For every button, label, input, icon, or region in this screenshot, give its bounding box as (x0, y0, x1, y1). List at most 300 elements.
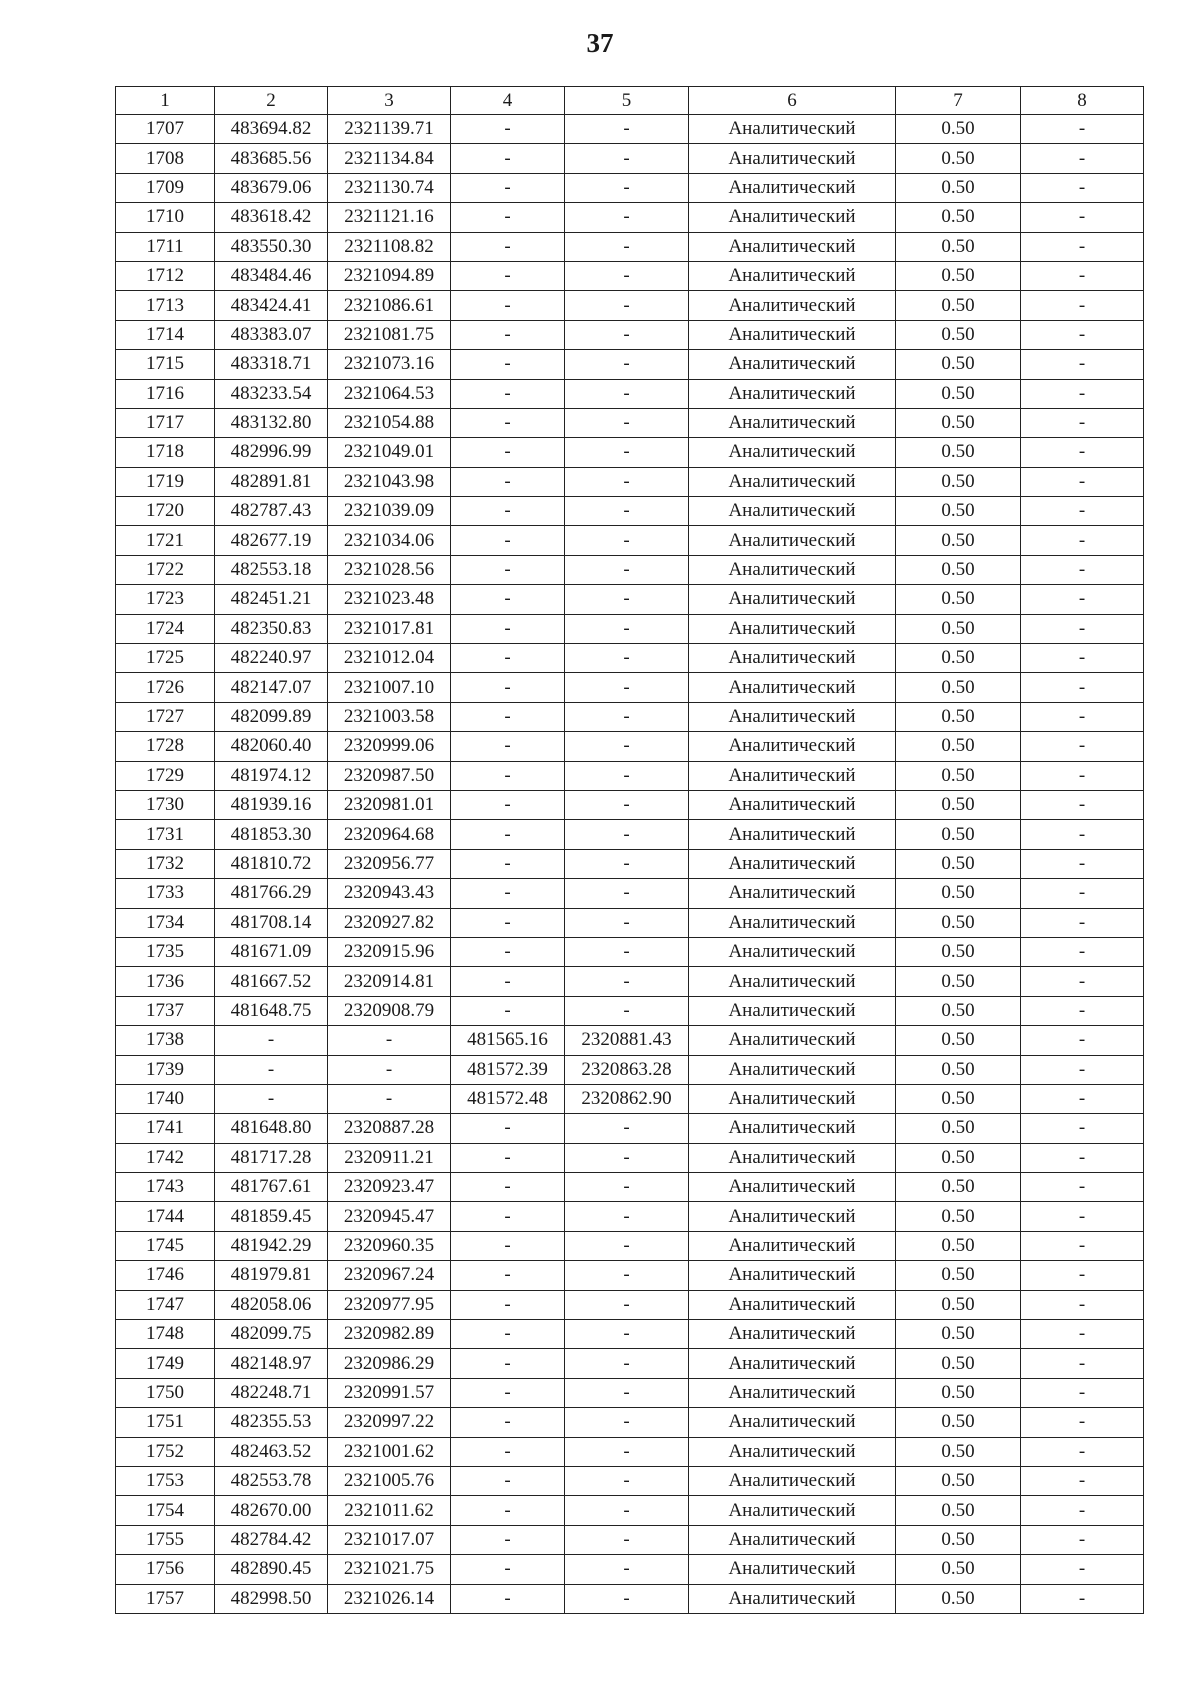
cell-x-coordinate-alt: - (451, 908, 565, 937)
cell-point-number: 1710 (116, 203, 215, 232)
cell-y-coordinate-alt: - (565, 1261, 689, 1290)
cell-accuracy: 0.50 (896, 1349, 1021, 1378)
cell-x-coordinate: 482787.43 (215, 497, 328, 526)
cell-point-number: 1743 (116, 1173, 215, 1202)
cell-x-coordinate: - (215, 1026, 328, 1055)
cell-point-number: 1740 (116, 1084, 215, 1113)
cell-accuracy: 0.50 (896, 1261, 1021, 1290)
cell-point-number: 1737 (116, 996, 215, 1025)
table-row (116, 585, 1144, 614)
cell-x-coordinate: 482891.81 (215, 467, 328, 496)
cell-y-coordinate: 2321134.84 (328, 144, 451, 173)
cell-x-coordinate-alt: - (451, 673, 565, 702)
cell-x-coordinate-alt: - (451, 996, 565, 1025)
cell-y-coordinate: 2320943.43 (328, 879, 451, 908)
table-row (116, 673, 1144, 702)
cell-method: Аналитический (689, 555, 896, 584)
cell-note: - (1021, 555, 1144, 584)
cell-y-coordinate: 2320914.81 (328, 967, 451, 996)
table-row (116, 1408, 1144, 1437)
cell-method: Аналитический (689, 967, 896, 996)
cell-note: - (1021, 350, 1144, 379)
cell-y-coordinate: 2320923.47 (328, 1173, 451, 1202)
cell-point-number: 1744 (116, 1202, 215, 1231)
cell-note: - (1021, 467, 1144, 496)
cell-x-coordinate: 481974.12 (215, 761, 328, 790)
cell-x-coordinate-alt: - (451, 144, 565, 173)
table-row (116, 1261, 1144, 1290)
cell-x-coordinate-alt: - (451, 261, 565, 290)
cell-method: Аналитический (689, 849, 896, 878)
cell-x-coordinate: 482670.00 (215, 1496, 328, 1525)
table-row (116, 614, 1144, 643)
cell-point-number: 1745 (116, 1231, 215, 1260)
cell-x-coordinate: 482463.52 (215, 1437, 328, 1466)
cell-y-coordinate-alt: - (565, 1378, 689, 1407)
cell-note: - (1021, 1055, 1144, 1084)
cell-x-coordinate: 483318.71 (215, 350, 328, 379)
cell-y-coordinate: 2321021.75 (328, 1555, 451, 1584)
cell-method: Аналитический (689, 761, 896, 790)
table-row (116, 820, 1144, 849)
cell-point-number: 1735 (116, 937, 215, 966)
cell-note: - (1021, 144, 1144, 173)
cell-x-coordinate-alt: - (451, 173, 565, 202)
cell-x-coordinate: 482553.78 (215, 1466, 328, 1495)
cell-x-coordinate-alt: - (451, 1555, 565, 1584)
cell-note: - (1021, 1584, 1144, 1613)
cell-x-coordinate: 482996.99 (215, 438, 328, 467)
cell-method: Аналитический (689, 1584, 896, 1613)
cell-x-coordinate-alt: 481572.48 (451, 1084, 565, 1113)
cell-y-coordinate: 2321017.81 (328, 614, 451, 643)
table-row (116, 1378, 1144, 1407)
cell-x-coordinate-alt: - (451, 1349, 565, 1378)
table-row (116, 967, 1144, 996)
table-row (116, 1114, 1144, 1143)
cell-note: - (1021, 232, 1144, 261)
cell-y-coordinate: 2321005.76 (328, 1466, 451, 1495)
cell-accuracy: 0.50 (896, 1084, 1021, 1113)
cell-y-coordinate: 2321011.62 (328, 1496, 451, 1525)
cell-method: Аналитический (689, 379, 896, 408)
cell-x-coordinate: 483694.82 (215, 115, 328, 144)
cell-note: - (1021, 1231, 1144, 1260)
cell-x-coordinate-alt: - (451, 291, 565, 320)
cell-y-coordinate: 2320911.21 (328, 1143, 451, 1172)
cell-point-number: 1732 (116, 849, 215, 878)
cell-x-coordinate: 482355.53 (215, 1408, 328, 1437)
table-body (116, 115, 1144, 1614)
cell-x-coordinate-alt: - (451, 497, 565, 526)
cell-method: Аналитический (689, 673, 896, 702)
cell-method: Аналитический (689, 937, 896, 966)
cell-y-coordinate: 2321054.88 (328, 408, 451, 437)
cell-point-number: 1718 (116, 438, 215, 467)
cell-accuracy: 0.50 (896, 1114, 1021, 1143)
cell-accuracy: 0.50 (896, 379, 1021, 408)
cell-x-coordinate-alt: - (451, 1143, 565, 1172)
cell-accuracy: 0.50 (896, 144, 1021, 173)
cell-y-coordinate-alt: - (565, 702, 689, 731)
cell-y-coordinate: 2321108.82 (328, 232, 451, 261)
cell-y-coordinate: 2321081.75 (328, 320, 451, 349)
cell-note: - (1021, 1202, 1144, 1231)
cell-note: - (1021, 1320, 1144, 1349)
cell-y-coordinate: 2321073.16 (328, 350, 451, 379)
cell-x-coordinate-alt: - (451, 1261, 565, 1290)
cell-x-coordinate: 482240.97 (215, 644, 328, 673)
table-row (116, 1584, 1144, 1613)
cell-accuracy: 0.50 (896, 320, 1021, 349)
cell-y-coordinate-alt: - (565, 761, 689, 790)
cell-point-number: 1746 (116, 1261, 215, 1290)
cell-y-coordinate: 2321003.58 (328, 702, 451, 731)
cell-method: Аналитический (689, 497, 896, 526)
cell-point-number: 1720 (116, 497, 215, 526)
cell-x-coordinate: 483132.80 (215, 408, 328, 437)
cell-y-coordinate: 2320967.24 (328, 1261, 451, 1290)
cell-note: - (1021, 1437, 1144, 1466)
cell-point-number: 1717 (116, 408, 215, 437)
cell-accuracy: 0.50 (896, 967, 1021, 996)
cell-method: Аналитический (689, 1496, 896, 1525)
cell-point-number: 1724 (116, 614, 215, 643)
table-row (116, 1231, 1144, 1260)
cell-y-coordinate-alt: - (565, 467, 689, 496)
cell-x-coordinate-alt: - (451, 1437, 565, 1466)
cell-note: - (1021, 173, 1144, 202)
cell-point-number: 1715 (116, 350, 215, 379)
cell-y-coordinate: 2321026.14 (328, 1584, 451, 1613)
cell-y-coordinate-alt: - (565, 967, 689, 996)
cell-point-number: 1716 (116, 379, 215, 408)
cell-x-coordinate-alt: 481565.16 (451, 1026, 565, 1055)
cell-y-coordinate: - (328, 1026, 451, 1055)
table-row (116, 702, 1144, 731)
cell-note: - (1021, 1408, 1144, 1437)
cell-x-coordinate-alt: - (451, 1378, 565, 1407)
cell-y-coordinate-alt: - (565, 144, 689, 173)
column-header: 5 (565, 87, 689, 115)
cell-method: Аналитический (689, 467, 896, 496)
cell-y-coordinate: 2321049.01 (328, 438, 451, 467)
cell-accuracy: 0.50 (896, 1173, 1021, 1202)
cell-note: - (1021, 644, 1144, 673)
cell-note: - (1021, 115, 1144, 144)
cell-accuracy: 0.50 (896, 1378, 1021, 1407)
cell-method: Аналитический (689, 1525, 896, 1554)
cell-x-coordinate: 482099.75 (215, 1320, 328, 1349)
cell-x-coordinate-alt: - (451, 1408, 565, 1437)
cell-method: Аналитический (689, 173, 896, 202)
cell-x-coordinate: 482099.89 (215, 702, 328, 731)
cell-method: Аналитический (689, 1437, 896, 1466)
cell-note: - (1021, 320, 1144, 349)
cell-point-number: 1714 (116, 320, 215, 349)
cell-y-coordinate: 2321094.89 (328, 261, 451, 290)
cell-y-coordinate: 2321039.09 (328, 497, 451, 526)
cell-x-coordinate-alt: 481572.39 (451, 1055, 565, 1084)
cell-method: Аналитический (689, 1202, 896, 1231)
cell-x-coordinate: 481942.29 (215, 1231, 328, 1260)
cell-note: - (1021, 1143, 1144, 1172)
cell-x-coordinate: 483484.46 (215, 261, 328, 290)
cell-y-coordinate: 2320991.57 (328, 1378, 451, 1407)
cell-point-number: 1733 (116, 879, 215, 908)
cell-accuracy: 0.50 (896, 232, 1021, 261)
table-row (116, 497, 1144, 526)
cell-method: Аналитический (689, 790, 896, 819)
cell-x-coordinate-alt: - (451, 790, 565, 819)
cell-method: Аналитический (689, 1349, 896, 1378)
cell-y-coordinate-alt: - (565, 350, 689, 379)
cell-method: Аналитический (689, 438, 896, 467)
cell-point-number: 1729 (116, 761, 215, 790)
column-header: 1 (116, 87, 215, 115)
cell-point-number: 1721 (116, 526, 215, 555)
cell-accuracy: 0.50 (896, 497, 1021, 526)
cell-method: Аналитический (689, 1143, 896, 1172)
cell-y-coordinate: 2320999.06 (328, 732, 451, 761)
cell-x-coordinate-alt: - (451, 555, 565, 584)
cell-accuracy: 0.50 (896, 908, 1021, 937)
column-header: 6 (689, 87, 896, 115)
cell-x-coordinate: - (215, 1055, 328, 1084)
cell-method: Аналитический (689, 1290, 896, 1319)
cell-y-coordinate-alt: - (565, 1555, 689, 1584)
table-row (116, 1026, 1144, 1055)
cell-y-coordinate-alt: - (565, 1408, 689, 1437)
cell-method: Аналитический (689, 1055, 896, 1084)
cell-method: Аналитический (689, 702, 896, 731)
cell-y-coordinate: 2321012.04 (328, 644, 451, 673)
table-row (116, 232, 1144, 261)
table-row (116, 996, 1144, 1025)
cell-accuracy: 0.50 (896, 261, 1021, 290)
cell-y-coordinate: 2320986.29 (328, 1349, 451, 1378)
cell-y-coordinate-alt: - (565, 408, 689, 437)
cell-note: - (1021, 1525, 1144, 1554)
cell-accuracy: 0.50 (896, 1584, 1021, 1613)
cell-point-number: 1738 (116, 1026, 215, 1055)
cell-accuracy: 0.50 (896, 1437, 1021, 1466)
cell-note: - (1021, 732, 1144, 761)
cell-x-coordinate-alt: - (451, 467, 565, 496)
cell-note: - (1021, 1466, 1144, 1495)
cell-point-number: 1736 (116, 967, 215, 996)
cell-point-number: 1734 (116, 908, 215, 937)
cell-y-coordinate-alt: - (565, 379, 689, 408)
cell-note: - (1021, 820, 1144, 849)
column-header: 3 (328, 87, 451, 115)
cell-point-number: 1713 (116, 291, 215, 320)
cell-method: Аналитический (689, 350, 896, 379)
table-row (116, 1202, 1144, 1231)
cell-note: - (1021, 1496, 1144, 1525)
cell-x-coordinate-alt: - (451, 1173, 565, 1202)
cell-y-coordinate: 2320927.82 (328, 908, 451, 937)
cell-y-coordinate-alt: - (565, 996, 689, 1025)
cell-y-coordinate-alt: - (565, 644, 689, 673)
cell-y-coordinate-alt: - (565, 614, 689, 643)
cell-note: - (1021, 1378, 1144, 1407)
cell-y-coordinate: 2320964.68 (328, 820, 451, 849)
cell-method: Аналитический (689, 1555, 896, 1584)
cell-x-coordinate: 481708.14 (215, 908, 328, 937)
table-row (116, 173, 1144, 202)
cell-x-coordinate: 482248.71 (215, 1378, 328, 1407)
cell-note: - (1021, 526, 1144, 555)
cell-accuracy: 0.50 (896, 1496, 1021, 1525)
cell-accuracy: 0.50 (896, 849, 1021, 878)
cell-y-coordinate: 2321043.98 (328, 467, 451, 496)
cell-note: - (1021, 379, 1144, 408)
cell-point-number: 1753 (116, 1466, 215, 1495)
cell-y-coordinate: 2321028.56 (328, 555, 451, 584)
cell-method: Аналитический (689, 614, 896, 643)
cell-y-coordinate-alt: - (565, 1466, 689, 1495)
cell-x-coordinate: 482553.18 (215, 555, 328, 584)
cell-y-coordinate: 2321007.10 (328, 673, 451, 702)
cell-y-coordinate-alt: - (565, 1584, 689, 1613)
cell-y-coordinate-alt: - (565, 320, 689, 349)
cell-point-number: 1748 (116, 1320, 215, 1349)
cell-y-coordinate: 2320960.35 (328, 1231, 451, 1260)
cell-note: - (1021, 614, 1144, 643)
cell-accuracy: 0.50 (896, 732, 1021, 761)
cell-note: - (1021, 908, 1144, 937)
table-row (116, 1320, 1144, 1349)
cell-x-coordinate: 482784.42 (215, 1525, 328, 1554)
cell-point-number: 1754 (116, 1496, 215, 1525)
table-row (116, 320, 1144, 349)
cell-x-coordinate-alt: - (451, 1496, 565, 1525)
cell-method: Аналитический (689, 1231, 896, 1260)
cell-y-coordinate: 2320887.28 (328, 1114, 451, 1143)
cell-accuracy: 0.50 (896, 820, 1021, 849)
cell-x-coordinate: 483679.06 (215, 173, 328, 202)
cell-accuracy: 0.50 (896, 203, 1021, 232)
cell-point-number: 1741 (116, 1114, 215, 1143)
cell-note: - (1021, 996, 1144, 1025)
cell-accuracy: 0.50 (896, 1290, 1021, 1319)
cell-y-coordinate: 2320956.77 (328, 849, 451, 878)
cell-note: - (1021, 1290, 1144, 1319)
cell-point-number: 1739 (116, 1055, 215, 1084)
cell-method: Аналитический (689, 1084, 896, 1113)
cell-x-coordinate-alt: - (451, 320, 565, 349)
cell-note: - (1021, 408, 1144, 437)
cell-accuracy: 0.50 (896, 1055, 1021, 1084)
cell-method: Аналитический (689, 908, 896, 937)
column-header: 2 (215, 87, 328, 115)
cell-method: Аналитический (689, 820, 896, 849)
cell-accuracy: 0.50 (896, 555, 1021, 584)
cell-point-number: 1742 (116, 1143, 215, 1172)
cell-accuracy: 0.50 (896, 1320, 1021, 1349)
cell-point-number: 1726 (116, 673, 215, 702)
cell-note: - (1021, 1084, 1144, 1113)
cell-point-number: 1755 (116, 1525, 215, 1554)
cell-note: - (1021, 1261, 1144, 1290)
cell-method: Аналитический (689, 1378, 896, 1407)
cell-accuracy: 0.50 (896, 673, 1021, 702)
cell-accuracy: 0.50 (896, 1231, 1021, 1260)
cell-note: - (1021, 849, 1144, 878)
cell-note: - (1021, 879, 1144, 908)
cell-accuracy: 0.50 (896, 702, 1021, 731)
table-row (116, 790, 1144, 819)
cell-note: - (1021, 291, 1144, 320)
cell-point-number: 1756 (116, 1555, 215, 1584)
cell-accuracy: 0.50 (896, 1555, 1021, 1584)
cell-y-coordinate: 2320982.89 (328, 1320, 451, 1349)
cell-accuracy: 0.50 (896, 173, 1021, 202)
table-row (116, 467, 1144, 496)
cell-x-coordinate-alt: - (451, 967, 565, 996)
cell-method: Аналитический (689, 1408, 896, 1437)
cell-note: - (1021, 438, 1144, 467)
page-number: 37 (586, 28, 614, 58)
cell-y-coordinate-alt: - (565, 115, 689, 144)
table-row (116, 732, 1144, 761)
cell-x-coordinate-alt: - (451, 1231, 565, 1260)
cell-y-coordinate-alt: - (565, 261, 689, 290)
cell-x-coordinate: 482147.07 (215, 673, 328, 702)
table-row (116, 379, 1144, 408)
cell-note: - (1021, 497, 1144, 526)
cell-method: Аналитический (689, 115, 896, 144)
cell-point-number: 1728 (116, 732, 215, 761)
cell-point-number: 1708 (116, 144, 215, 173)
cell-x-coordinate-alt: - (451, 1202, 565, 1231)
cell-y-coordinate-alt: - (565, 790, 689, 819)
cell-x-coordinate-alt: - (451, 849, 565, 878)
cell-x-coordinate: 481859.45 (215, 1202, 328, 1231)
cell-x-coordinate: 481810.72 (215, 849, 328, 878)
cell-y-coordinate: 2320945.47 (328, 1202, 451, 1231)
cell-x-coordinate-alt: - (451, 232, 565, 261)
table-row (116, 1290, 1144, 1319)
cell-x-coordinate-alt: - (451, 526, 565, 555)
cell-x-coordinate: 481667.52 (215, 967, 328, 996)
table-row (116, 879, 1144, 908)
cell-x-coordinate: 483383.07 (215, 320, 328, 349)
cell-accuracy: 0.50 (896, 350, 1021, 379)
cell-method: Аналитический (689, 1173, 896, 1202)
cell-point-number: 1751 (116, 1408, 215, 1437)
cell-y-coordinate-alt: - (565, 526, 689, 555)
cell-y-coordinate-alt: - (565, 1349, 689, 1378)
cell-note: - (1021, 1555, 1144, 1584)
cell-y-coordinate: 2321121.16 (328, 203, 451, 232)
cell-x-coordinate-alt: - (451, 115, 565, 144)
cell-method: Аналитический (689, 291, 896, 320)
cell-x-coordinate: 482890.45 (215, 1555, 328, 1584)
cell-y-coordinate-alt: - (565, 879, 689, 908)
cell-x-coordinate: 482677.19 (215, 526, 328, 555)
cell-y-coordinate-alt: - (565, 585, 689, 614)
cell-accuracy: 0.50 (896, 585, 1021, 614)
cell-x-coordinate: 481939.16 (215, 790, 328, 819)
table-row (116, 937, 1144, 966)
cell-y-coordinate: - (328, 1055, 451, 1084)
cell-y-coordinate-alt: - (565, 291, 689, 320)
cell-y-coordinate: 2321001.62 (328, 1437, 451, 1466)
table-row (116, 1349, 1144, 1378)
cell-y-coordinate: 2320977.95 (328, 1290, 451, 1319)
